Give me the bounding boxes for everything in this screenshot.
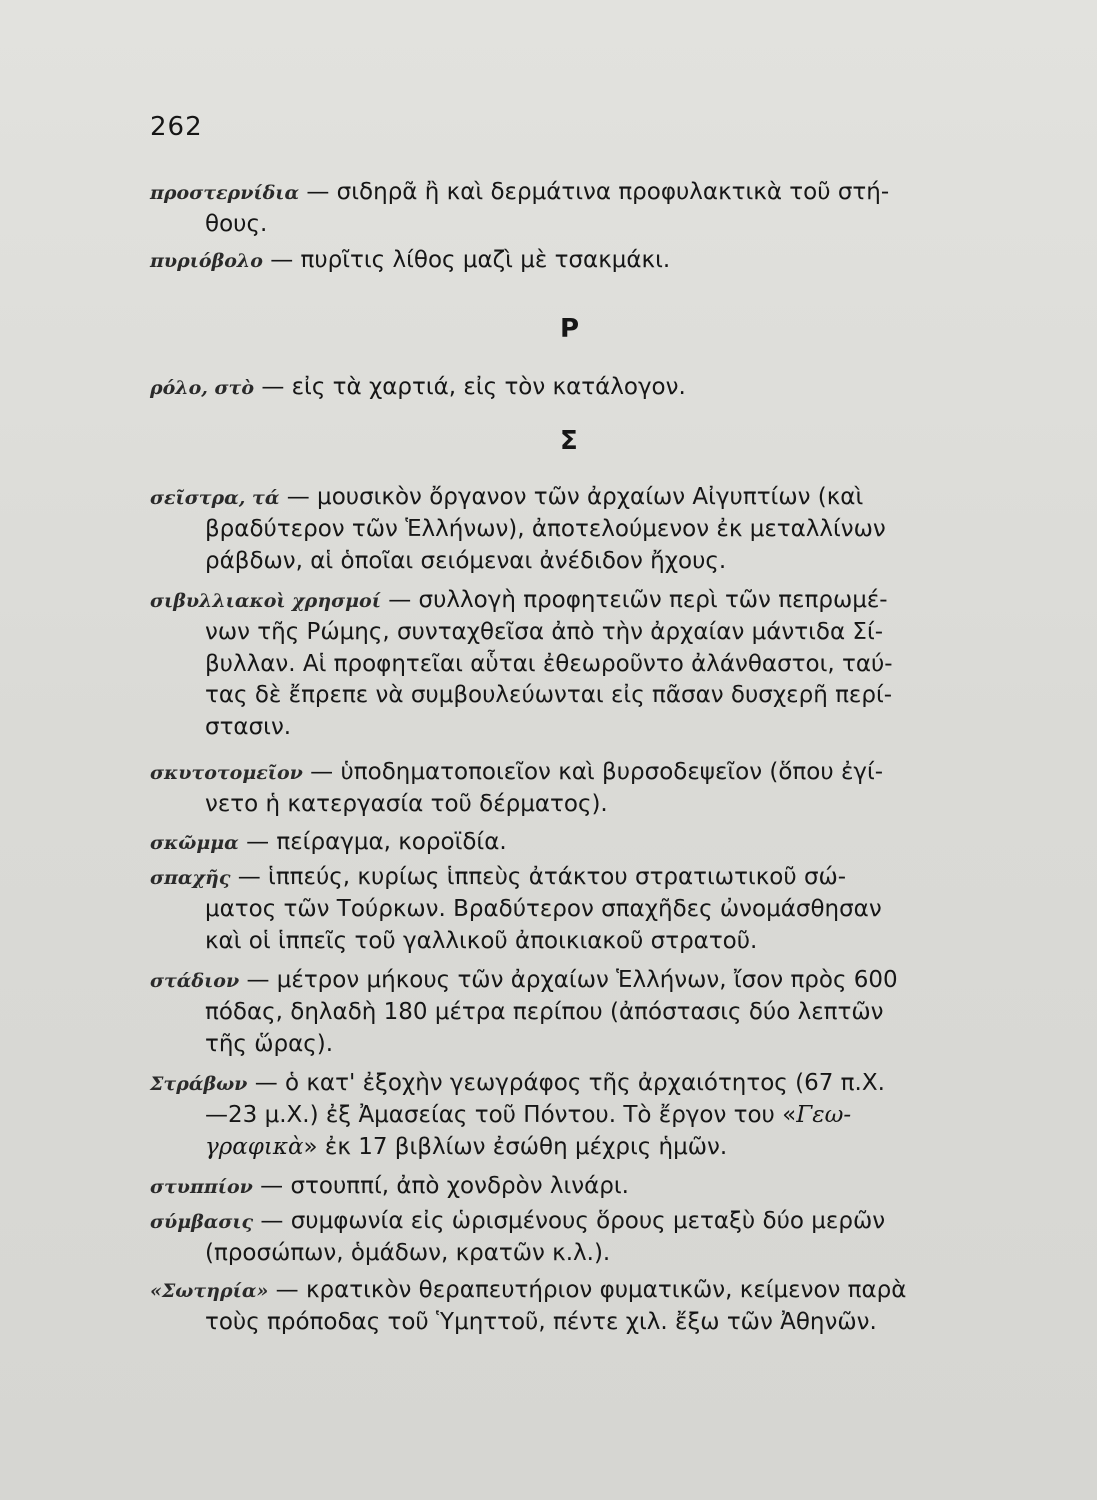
entry-continuation: θους. [205, 211, 268, 238]
entry-line [150, 1171, 1010, 1203]
entry-definition: — ὑποδηματοποιεῖον καὶ βυρσοδεψεῖον (ὅπου ἐγί- [310, 759, 884, 785]
entry-continuation: καὶ οἱ ἱππεῖς τοῦ γαλλικοῦ ἀποικιακοῦ στρατοῦ. [205, 927, 758, 954]
entry-term: πυριόβολο [150, 250, 263, 272]
entry-line [150, 585, 1010, 617]
entry-term: σύμβασις [150, 1211, 254, 1233]
continuation-text: —23 μ.Χ.) ἐξ Ἀμασείας τοῦ Πόντου. Τὸ ἔργον του « [205, 1102, 797, 1129]
entry-line [150, 1206, 1010, 1238]
entry-definition: — συλλογὴ προφητειῶν περὶ τῶν πεπρωμέ- [388, 587, 888, 613]
entry-definition: — σιδηρᾶ ἢ καὶ δερμάτινα προφυλακτικὰ τοῦ στή- [306, 179, 890, 205]
entry-term: σεῖστρα, τά [150, 487, 280, 509]
entry-term: ρόλο, στὸ [150, 377, 254, 399]
entry-continuation: πόδας, δηλαδὴ 180 μέτρα περίπου (ἀπόστασις δύο λεπτῶν [205, 999, 884, 1026]
glossary-entry-stadion [150, 965, 1010, 1060]
entry-definition: — εἰς τὰ χαρτιά, εἰς τὸν κατάλογον. [261, 374, 686, 400]
entry-term: «Σωτηρία» [150, 1280, 269, 1302]
entry-term: σκῶμμα [150, 832, 239, 854]
glossary-entry-spachis [150, 862, 1010, 957]
entry-line [150, 1068, 1010, 1100]
entry-definition: — ἱππεύς, κυρίως ἱππεὺς ἀτάκτου στρατιωτικοῦ σώ- [237, 864, 847, 890]
entry-definition: — μέτρον μήκους τῶν ἀρχαίων Ἑλλήνων, ἴσον πρὸς 600 [246, 967, 898, 993]
glossary-entry-pyriovolo [150, 245, 1010, 277]
entry-definition: — μουσικὸν ὄργανον τῶν ἀρχαίων Αἰγυπτίων (καὶ [286, 484, 864, 510]
entry-definition: — στουππί, ἀπὸ χονδρὸν λινάρι. [260, 1173, 629, 1199]
entry-continuation: βραδύτερον τῶν Ἑλλήνων), ἀποτελούμενον ἐκ μεταλλίνων [205, 516, 886, 543]
glossary-entry-skomma [150, 827, 1010, 859]
glossary-entry-rolo [150, 372, 1010, 404]
section-letter-rho: Ρ [560, 314, 580, 344]
book-title-text: γραφικὰ [205, 1133, 304, 1160]
glossary-entry-prosternidia [150, 177, 1010, 241]
entry-term: σιβυλλιακοὶ χρησμοί [150, 590, 381, 612]
entry-continuation: στασιν. [205, 713, 292, 740]
entry-continuation: τας δὲ ἔπρεπε νὰ συμβουλεύωνται εἰς πᾶσαν δυσχερῆ περί- [205, 682, 893, 709]
entry-line [150, 862, 1010, 894]
entry-continuation: ματος τῶν Τούρκων. Βραδύτερον σπαχῆδες ὠνομάσθησαν [205, 896, 882, 923]
entry-line [150, 965, 1010, 997]
entry-continuation [150, 1100, 1010, 1131]
section-letter-sigma: Σ [560, 426, 578, 456]
entry-line [150, 757, 1010, 789]
glossary-entry-sotiria [150, 1275, 1010, 1339]
entry-definition: — πείραγμα, κοροϊδία. [246, 829, 507, 855]
entry-line [150, 827, 1010, 859]
entry-continuation: ράβδων, αἱ ὁποῖαι σειόμεναι ἀνέδιδον ἤχους. [205, 547, 727, 574]
continuation-text: » ἐκ 17 βιβλίων ἐσώθη μέχρις ἡμῶν. [303, 1133, 728, 1160]
entry-term: στυππίον [150, 1176, 253, 1198]
entry-continuation: τοὺς πρόποδας τοῦ Ὑμηττοῦ, πέντε χιλ. ἔξω τῶν Ἀθηνῶν. [205, 1309, 877, 1336]
glossary-entry-styppion [150, 1171, 1010, 1203]
entry-term: σπαχῆς [150, 867, 231, 889]
entry-continuation: τῆς ὥρας). [205, 1030, 334, 1057]
entry-term: στάδιον [150, 970, 240, 992]
glossary-entry-skytotomeion [150, 757, 1010, 821]
entry-line [150, 245, 1010, 277]
entry-continuation: νετο ἡ κατεργασία τοῦ δέρματος). [205, 791, 608, 818]
entry-definition: — συμφωνία εἰς ὡρισμένους ὅρους μεταξὺ δύο μερῶν [260, 1208, 886, 1234]
entry-line [150, 482, 1010, 514]
entry-term: Στράβων [150, 1073, 248, 1095]
entry-definition: — κρατικὸν θεραπευτήριον φυματικῶν, κείμενον παρὰ [275, 1277, 907, 1303]
entry-continuation: (προσώπων, ὁμάδων, κρατῶν κ.λ.). [205, 1240, 611, 1267]
entry-continuation [150, 1132, 1010, 1163]
entry-definition: — ὁ κατ' ἐξοχὴν γεωγράφος τῆς ἀρχαιότητος (67 π.Χ. [254, 1070, 885, 1096]
glossary-entry-seistra [150, 482, 1010, 577]
entry-line [150, 177, 1010, 209]
entry-continuation: νων τῆς Ρώμης, συνταχθεῖσα ἀπὸ τὴν ἀρχαίαν μάντιδα Σί- [205, 619, 884, 646]
glossary-entry-sivylliakoi-chrismoi [150, 585, 1010, 743]
entry-term: σκυτοτομεῖον [150, 762, 303, 784]
entry-continuation: βυλλαν. Αἱ προφητεῖαι αὗται ἐθεωροῦντο ἀλάνθαστοι, ταύ- [205, 650, 893, 677]
entry-term: προστερνίδια [150, 182, 300, 204]
entry-line [150, 372, 1010, 404]
glossary-entry-stravon [150, 1068, 1010, 1163]
page-number: 262 [150, 112, 203, 142]
glossary-entry-symvasis [150, 1206, 1010, 1270]
entry-line [150, 1275, 1010, 1307]
book-title-text: Γεω- [796, 1102, 852, 1129]
entry-definition: — πυρῖτις λίθος μαζὶ μὲ τσακμάκι. [270, 247, 671, 273]
